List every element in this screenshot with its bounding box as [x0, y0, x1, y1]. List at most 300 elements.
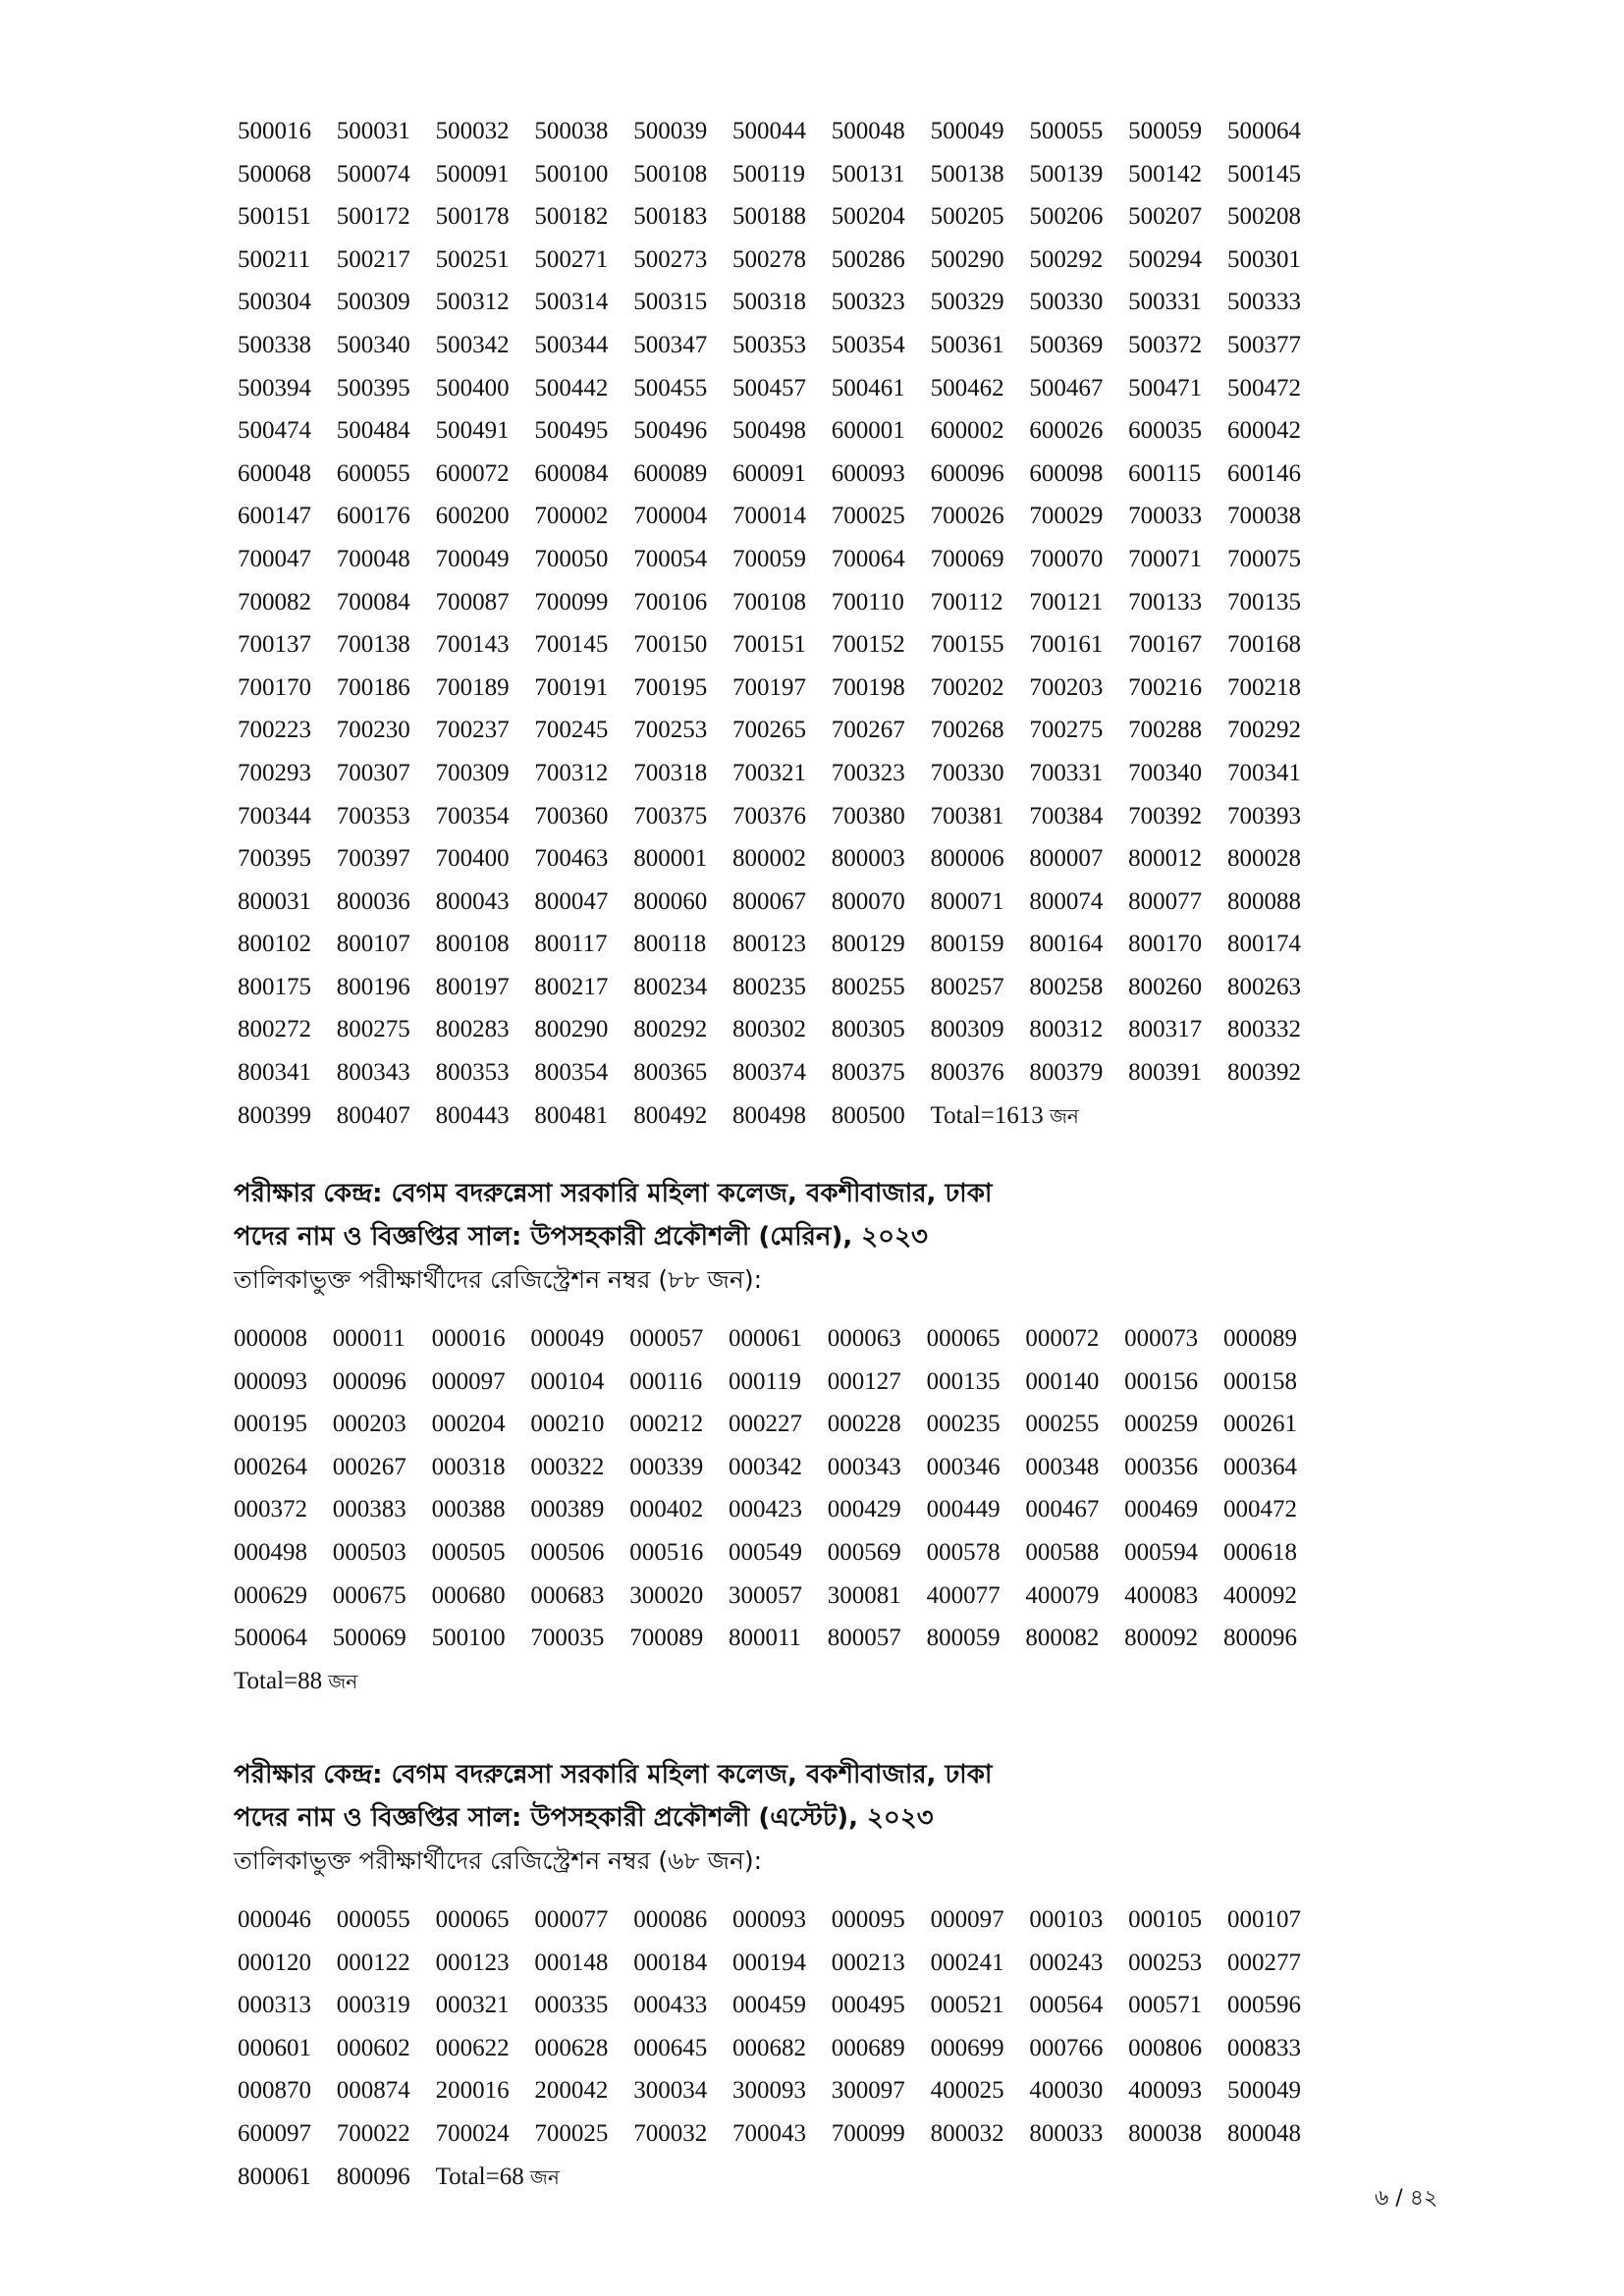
registration-number: 000601: [238, 2034, 311, 2061]
registration-number: 800354: [534, 1059, 609, 1087]
registration-number: 000318: [431, 1453, 506, 1480]
registration-number: 800374: [731, 1059, 806, 1087]
registration-number: 500361: [930, 331, 1004, 358]
registration-number: 700312: [534, 759, 609, 786]
registration-number: 800175: [238, 973, 311, 1000]
registration-number: 500304: [238, 289, 311, 316]
registration-number: 700307: [336, 759, 410, 786]
registration-number: 000388: [431, 1496, 506, 1523]
registration-number: 800077: [1128, 887, 1203, 915]
registration-number: 800108: [435, 931, 510, 958]
registration-number: 800365: [633, 1059, 708, 1087]
registration-number: 500395: [336, 374, 410, 401]
registration-number: 700267: [831, 717, 905, 744]
registration-number: 700151: [731, 631, 806, 659]
registration-number: 600072: [435, 459, 510, 487]
registration-number: 600200: [435, 503, 510, 530]
registration-number: 500044: [731, 118, 806, 144]
registration-number: 600093: [831, 459, 905, 487]
registration-number: 000120: [238, 1949, 311, 1976]
registration-number: 300034: [633, 2077, 708, 2105]
exam-center-heading-estate: পরীক্ষার কেন্দ্র: বেগম বদরুন্নেসা সরকারি মহিলা কলেজ, বকশীবাজার, ঢাকা: [234, 1760, 993, 1789]
registration-number: 500074: [336, 160, 410, 187]
number-row: [234, 1361, 1323, 1404]
registration-number: 500369: [1029, 331, 1104, 358]
registration-number: 800107: [336, 931, 410, 958]
registration-number: 000521: [930, 1992, 1004, 2019]
registration-number: 000313: [238, 1992, 311, 2019]
registration-number: 500139: [1029, 160, 1104, 187]
registration-number: 600098: [1029, 459, 1104, 487]
registration-number: 000057: [629, 1325, 704, 1352]
registration-number: 000096: [332, 1367, 406, 1395]
registration-number: 000459: [731, 1992, 806, 2019]
registration-number: 800263: [1226, 973, 1301, 1000]
registration-number: 700047: [238, 545, 311, 572]
registration-number: 500273: [633, 245, 708, 273]
registration-number: 700059: [731, 545, 806, 572]
registration-number: 000680: [431, 1581, 506, 1609]
registration-number: 000339: [629, 1453, 704, 1480]
registration-number: 000594: [1124, 1538, 1199, 1566]
registration-number: 500318: [731, 289, 806, 316]
registration-number: 000564: [1029, 1992, 1104, 2019]
registration-number: 700161: [1029, 631, 1104, 659]
registration-number: 800057: [827, 1625, 901, 1652]
registration-number: 700237: [435, 717, 510, 744]
registration-number: 800217: [534, 973, 609, 1000]
registration-number: 700195: [633, 673, 708, 701]
registration-number: 800096: [1222, 1625, 1297, 1652]
registration-number: 700292: [1226, 717, 1301, 744]
registration-number: 500049: [1226, 2077, 1301, 2105]
registration-number: 000602: [336, 2034, 410, 2061]
registration-number: 000241: [930, 1949, 1004, 1976]
registration-number: 000321: [435, 1992, 510, 2019]
registration-number: 500353: [731, 331, 806, 358]
registration-number: 600002: [930, 417, 1004, 445]
registration-number: 700340: [1128, 759, 1203, 786]
registration-number: 800353: [435, 1059, 510, 1087]
registration-number: 700392: [1128, 802, 1203, 829]
number-row: [238, 281, 1326, 324]
registration-number: 000622: [435, 2034, 510, 2061]
registration-number: 000203: [332, 1411, 406, 1438]
registration-number: 800391: [1128, 1059, 1203, 1087]
number-row: [238, 623, 1326, 667]
registration-number: 500315: [633, 289, 708, 316]
registration-number: 700014: [731, 503, 806, 530]
registration-number: 300057: [728, 1581, 802, 1609]
registration-number: 500131: [831, 160, 905, 187]
registration-number: 700309: [435, 759, 510, 786]
registration-number: 800071: [930, 887, 1004, 915]
number-row: [238, 153, 1326, 196]
registration-number: 500330: [1029, 289, 1104, 316]
registration-number: 000588: [1025, 1538, 1100, 1566]
registration-number: 500312: [435, 289, 510, 316]
registration-number: 700048: [336, 545, 410, 572]
registration-number: 500108: [633, 160, 708, 187]
registration-number: 700168: [1226, 631, 1301, 659]
registration-number: 700025: [831, 503, 905, 530]
registration-number: 700050: [534, 545, 609, 572]
registration-number: 500091: [435, 160, 510, 187]
registration-number: 700318: [633, 759, 708, 786]
registration-number: 500331: [1128, 289, 1203, 316]
registration-number: 700230: [336, 717, 410, 744]
registration-number: 500048: [831, 118, 905, 144]
registration-number: 700202: [930, 673, 1004, 701]
registration-number: 500471: [1128, 374, 1203, 401]
registration-number: 500309: [336, 289, 410, 316]
number-row: [238, 581, 1326, 624]
registration-number: 700293: [238, 759, 311, 786]
registration-number: 500342: [435, 331, 510, 358]
number-row: [234, 1317, 1323, 1361]
number-row: [238, 752, 1326, 795]
registration-number: 800028: [1226, 845, 1301, 873]
registration-number: 000319: [336, 1992, 410, 2019]
registration-number: 700170: [238, 673, 311, 701]
registration-number: 000261: [1222, 1411, 1297, 1438]
registration-number: 000194: [731, 1949, 806, 1976]
total-label: Total=1613: [930, 1101, 1044, 1129]
number-row: [234, 1531, 1323, 1575]
number-row: [238, 2156, 1326, 2199]
registration-number: 000874: [336, 2077, 410, 2105]
registration-number: 700384: [1029, 802, 1104, 829]
registration-number: 500151: [238, 203, 311, 231]
registration-number: 000495: [831, 1992, 905, 2019]
registration-number: 800312: [1029, 1016, 1104, 1043]
registration-number: 500294: [1128, 245, 1203, 273]
registration-number: 500204: [831, 203, 905, 231]
registration-number: 000402: [629, 1496, 704, 1523]
registration-number: 500338: [238, 331, 311, 358]
registration-number: 400083: [1124, 1581, 1199, 1609]
registration-number: 800067: [731, 887, 806, 915]
registration-number: 500455: [633, 374, 708, 401]
registration-number: 000383: [332, 1496, 406, 1523]
registration-number: 700099: [534, 588, 609, 615]
total-count: [234, 1660, 357, 1704]
registration-number: 500290: [930, 245, 1004, 273]
registration-number: 500039: [633, 118, 708, 144]
registration-number: 000346: [926, 1453, 1001, 1480]
registration-number: 000156: [1124, 1367, 1199, 1395]
number-row: [238, 1008, 1326, 1051]
registration-number: 700070: [1029, 545, 1104, 572]
number-row: [238, 966, 1326, 1009]
exam-center-heading-marine: পরীক্ষার কেন্দ্র: বেগম বদরুন্নেসা সরকারি মহিলা কলেজ, বকশীবাজার, ঢাকা: [234, 1179, 993, 1208]
registration-number: 800292: [633, 1016, 708, 1043]
registration-number: 800092: [1124, 1625, 1199, 1652]
registration-number: 800272: [238, 1016, 311, 1043]
registration-number: 800317: [1128, 1016, 1203, 1043]
registration-number: 500467: [1029, 374, 1104, 401]
registration-number: 800260: [1128, 973, 1203, 1000]
registration-number: 700145: [534, 631, 609, 659]
registration-number: 700064: [831, 545, 905, 572]
registration-number: 700150: [633, 631, 708, 659]
registration-number: 800164: [1029, 931, 1104, 958]
registration-number: 000065: [435, 1906, 510, 1933]
registration-number: 700084: [336, 588, 410, 615]
registration-number: 000618: [1222, 1538, 1297, 1566]
registration-number: 700167: [1128, 631, 1203, 659]
registration-number: 700253: [633, 717, 708, 744]
registration-number: 800007: [1029, 845, 1104, 873]
registration-number: 500031: [336, 118, 410, 144]
registration-number: 800407: [336, 1101, 410, 1129]
registration-number: 000264: [234, 1453, 307, 1480]
registration-number: 800060: [633, 887, 708, 915]
registration-number: 000127: [827, 1367, 901, 1395]
total-unit: জন: [1049, 1103, 1079, 1128]
registration-number: 000253: [1128, 1949, 1203, 1976]
number-row: [238, 239, 1326, 282]
registration-number: 700400: [435, 845, 510, 873]
registration-number: 500032: [435, 118, 510, 144]
registration-number: 500400: [435, 374, 510, 401]
registration-number: 000210: [530, 1411, 605, 1438]
registration-number: 800088: [1226, 887, 1301, 915]
registration-number: 700133: [1128, 588, 1203, 615]
registration-number: 000683: [530, 1581, 605, 1609]
registration-number: 800257: [930, 973, 1004, 1000]
registration-number: 500064: [1226, 118, 1301, 144]
registration-number: 700265: [731, 717, 806, 744]
registration-number: 500138: [930, 160, 1004, 187]
registration-number: 700004: [633, 503, 708, 530]
registration-number: 000119: [728, 1367, 802, 1395]
number-row: [234, 1488, 1323, 1531]
registration-number: 000103: [1029, 1906, 1104, 1933]
registration-number: 500208: [1226, 203, 1301, 231]
registration-number: 700341: [1226, 759, 1301, 786]
registration-number: 000342: [728, 1453, 802, 1480]
number-row: [238, 495, 1326, 538]
registration-number: 700218: [1226, 673, 1301, 701]
registration-number: 800492: [633, 1101, 708, 1129]
registration-number: 000123: [435, 1949, 510, 1976]
registration-number: 000135: [926, 1367, 1001, 1395]
number-row: [238, 837, 1326, 881]
registration-number: 700032: [633, 2119, 708, 2147]
registration-number: 800036: [336, 887, 410, 915]
registration-number: 500472: [1226, 374, 1301, 401]
registration-number: 000699: [930, 2034, 1004, 2061]
registration-number: 000629: [234, 1581, 307, 1609]
registration-number: 600147: [238, 503, 311, 530]
registration-number: 800074: [1029, 887, 1104, 915]
total-count: [436, 2156, 560, 2200]
registration-number: 500457: [731, 374, 806, 401]
registration-number: 000469: [1124, 1496, 1199, 1523]
registration-number: 800258: [1029, 973, 1104, 1000]
registration-number: 700108: [731, 588, 806, 615]
registration-number: 700029: [1029, 503, 1104, 530]
registration-number: 000356: [1124, 1453, 1199, 1480]
registration-number: 700344: [238, 802, 311, 829]
number-row: [238, 367, 1326, 410]
registration-number: 700268: [930, 717, 1004, 744]
registration-number: 800082: [1025, 1625, 1100, 1652]
registration-number: 600055: [336, 459, 410, 487]
registration-number: 700106: [633, 588, 708, 615]
number-row: [234, 1403, 1323, 1446]
registration-number: 500496: [633, 417, 708, 445]
page-number: ৬ / ৪২: [1375, 2186, 1438, 2211]
registration-number: 700002: [534, 503, 609, 530]
registration-number: 800399: [238, 1101, 311, 1129]
registration-number: 800096: [336, 2163, 410, 2190]
registration-number: 800174: [1226, 931, 1301, 958]
registration-number: 500207: [1128, 203, 1203, 231]
number-row: [238, 923, 1326, 966]
registration-number: 000423: [728, 1496, 802, 1523]
registration-number: 800006: [930, 845, 1004, 873]
registration-number: 800001: [633, 845, 708, 873]
registration-number: 500100: [534, 160, 609, 187]
registration-number: 800002: [731, 845, 806, 873]
registration-number: 800197: [435, 973, 510, 1000]
registration-number: 700069: [930, 545, 1004, 572]
registration-number: 700288: [1128, 717, 1203, 744]
registration-number: 700245: [534, 717, 609, 744]
registration-number: 700033: [1128, 503, 1203, 530]
registration-number: 600035: [1128, 417, 1203, 445]
registration-number: 000184: [633, 1949, 708, 1976]
registration-number: 800341: [238, 1059, 311, 1087]
registration-number: 700054: [633, 545, 708, 572]
registration-number: 000046: [238, 1906, 311, 1933]
registration-number: 700323: [831, 759, 905, 786]
registration-number: 500183: [633, 203, 708, 231]
registration-number: 800234: [633, 973, 708, 1000]
registration-number: 800129: [831, 931, 905, 958]
registration-number: 000503: [332, 1538, 406, 1566]
list-label-estate: তালিকাভুক্ত পরীক্ষার্থীদের রেজিস্ট্রেশন নম্বর (৬৮ জন):: [234, 1846, 763, 1875]
registration-grid-marine: [234, 1317, 1323, 1702]
registration-number: 600048: [238, 459, 311, 487]
registration-number: 700099: [831, 2119, 905, 2147]
registration-number: 700198: [831, 673, 905, 701]
registration-number: 500068: [238, 160, 311, 187]
registration-number: 500340: [336, 331, 410, 358]
registration-number: 700381: [930, 802, 1004, 829]
registration-number: 700393: [1226, 802, 1301, 829]
number-row: [238, 667, 1326, 710]
registration-number: 600084: [534, 459, 609, 487]
registration-number: 000097: [431, 1367, 506, 1395]
registration-number: 600097: [238, 2119, 311, 2147]
registration-number: 700082: [238, 588, 311, 615]
registration-number: 000212: [629, 1411, 704, 1438]
registration-number: 800061: [238, 2163, 311, 2190]
registration-number: 700331: [1029, 759, 1104, 786]
registration-number: 500217: [336, 245, 410, 273]
number-row: [238, 324, 1326, 367]
number-row: [238, 1984, 1326, 2027]
registration-number: 800033: [1029, 2119, 1104, 2147]
registration-number: 800392: [1226, 1059, 1301, 1087]
registration-number: 800255: [831, 973, 905, 1000]
registration-number: 800376: [930, 1059, 1004, 1087]
registration-number: 500329: [930, 289, 1004, 316]
registration-grid-estate: [238, 1898, 1326, 2198]
number-row: [238, 1095, 1326, 1138]
registration-number: 600089: [633, 459, 708, 487]
registration-number: 000322: [530, 1453, 605, 1480]
registration-number: 500119: [731, 160, 806, 187]
registration-number: 700024: [435, 2119, 510, 2147]
registration-number: 700110: [831, 588, 904, 615]
number-row: [234, 1617, 1323, 1660]
registration-number: 500292: [1029, 245, 1104, 273]
post-name-heading-estate: পদের নাম ও বিজ্ঞপ্তির সাল: উপসহকারী প্রকৌশলী (এস্টেট), ২০২৩: [234, 1803, 934, 1833]
number-row: [238, 1898, 1326, 1942]
registration-number: 000089: [1222, 1325, 1297, 1352]
registration-number: 500491: [435, 417, 510, 445]
registration-number: 700321: [731, 759, 806, 786]
registration-number: 500049: [930, 118, 1004, 144]
registration-number: 000389: [530, 1496, 605, 1523]
registration-number: 700216: [1128, 673, 1203, 701]
registration-number: 700353: [336, 802, 410, 829]
registration-number: 000063: [827, 1325, 901, 1352]
number-row: [234, 1575, 1323, 1618]
registration-number: 500205: [930, 203, 1004, 231]
registration-number: 000086: [633, 1906, 708, 1933]
registration-number: 700026: [930, 503, 1004, 530]
registration-number: 000259: [1124, 1411, 1199, 1438]
registration-number: 000628: [534, 2034, 609, 2061]
registration-number: 800159: [930, 931, 1004, 958]
registration-number: 400093: [1128, 2077, 1203, 2105]
total-count: [931, 1095, 1079, 1139]
registration-number: 000596: [1226, 1992, 1301, 2019]
registration-number: 500394: [238, 374, 311, 401]
registration-number: 700152: [831, 631, 905, 659]
registration-number: 700043: [731, 2119, 806, 2147]
registration-number: 700375: [633, 802, 708, 829]
registration-number: 300081: [827, 1581, 901, 1609]
number-row: [238, 709, 1326, 752]
registration-number: 500211: [238, 245, 311, 273]
number-row: [238, 2027, 1326, 2070]
number-row: [234, 1660, 1323, 1703]
post-name-heading-marine: পদের নাম ও বিজ্ঞপ্তির সাল: উপসহকারী প্রকৌশলী (মেরিন), ২০২৩: [234, 1222, 928, 1252]
registration-number: 000095: [831, 1906, 905, 1933]
registration-number: 000204: [431, 1411, 506, 1438]
registration-number: 000093: [234, 1367, 307, 1395]
registration-number: 500442: [534, 374, 609, 401]
registration-number: 700143: [435, 631, 510, 659]
registration-number: 700022: [336, 2119, 410, 2147]
number-row: [238, 2069, 1326, 2112]
registration-number: 000372: [234, 1496, 307, 1523]
registration-number: 500059: [1128, 118, 1203, 144]
number-row: [238, 881, 1326, 924]
registration-number: 000571: [1128, 1992, 1203, 2019]
registration-number: 000097: [930, 1906, 1004, 1933]
registration-number: 600091: [731, 459, 806, 487]
registration-number: 000073: [1124, 1325, 1199, 1352]
registration-number: 800031: [238, 887, 311, 915]
registration-number: 000255: [1025, 1411, 1100, 1438]
